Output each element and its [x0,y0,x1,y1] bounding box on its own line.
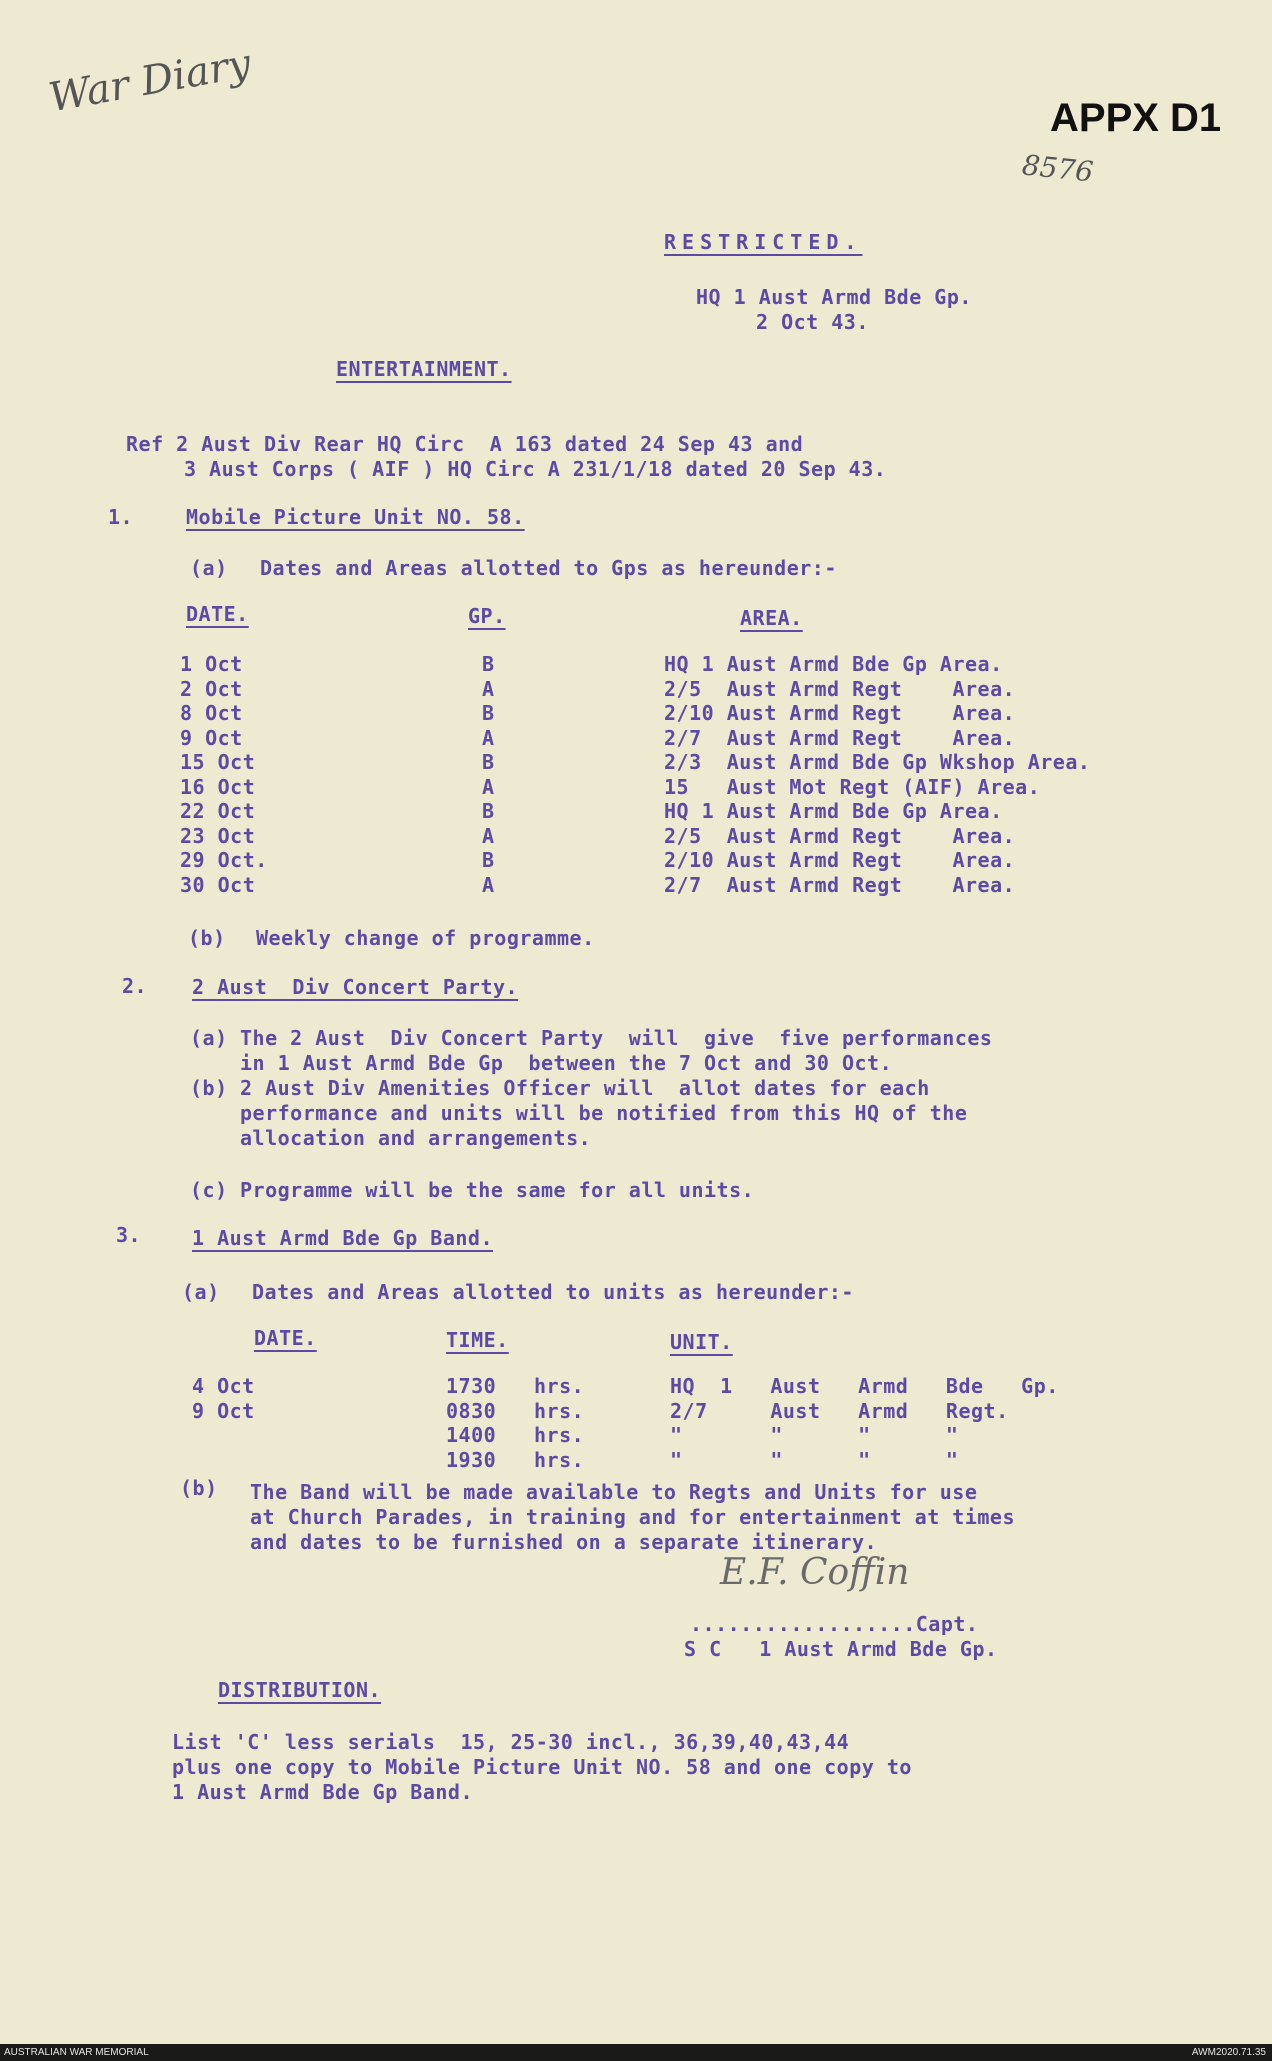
distribution-line-1: List 'C' less serials 15, 25-30 incl., 36,39,40,43,44 [172,1730,850,1754]
header-hq: HQ 1 Aust Armd Bde Gp. [696,285,972,309]
table1-cell-date: 1 Oct [180,652,243,676]
table1-cell-gp: B [482,848,495,872]
table2-cell-time: 1930 [446,1447,497,1472]
section-2b-line-2: performance and units will be notified from this HQ of the [240,1101,968,1125]
distribution-title: DISTRIBUTION. [218,1678,382,1702]
table1-cell-date: 22 Oct [180,799,256,823]
table1-cell-gp: B [482,701,495,725]
section-1a-text: Dates and Areas allotted to Gps as hereunder:- [260,556,837,580]
table1-header-gp: GP. [468,604,506,628]
section-2b-line-3: allocation and arrangements. [240,1126,592,1150]
table1-cell-gp: A [482,725,495,750]
section-1b-label: (b) [188,926,226,950]
table1-cell-gp: B [482,652,495,676]
signature-dots-rank: ..................Capt. [690,1612,979,1636]
table1-cell-area: 2/10 Aust Armd Regt Area. [664,701,1016,725]
table2-cell-date: 9 Oct [192,1398,255,1423]
table2-cell-unit: 2/7 Aust Armd Regt. [670,1398,1009,1423]
table1-cell-area: 15 Aust Mot Regt (AIF) Area. [664,774,1041,799]
table1-cell-date: 9 Oct [180,725,243,750]
table1-cell-date: 15 Oct [180,750,256,774]
table2-cell-hrs: hrs. [534,1398,585,1423]
distribution-line-2: plus one copy to Mobile Picture Unit NO. 58 and one copy to [172,1755,912,1779]
section-3b-line-3: and dates to be furnished on a separate itinerary. [250,1530,878,1554]
section-2b-label: (b) [190,1076,228,1100]
table1-cell-date: 8 Oct [180,701,243,725]
section-1-title: Mobile Picture Unit NO. 58. [186,505,525,529]
distribution-line-3: 1 Aust Armd Bde Gp Band. [172,1780,473,1804]
table1-cell-area: HQ 1 Aust Armd Bde Gp Area. [664,799,1003,823]
section-3b-line-2: at Church Parades, in training and for entertainment at times [250,1505,1016,1529]
table2-header-date: DATE. [254,1326,317,1350]
section-2a-line-1: The 2 Aust Div Concert Party will give five performances [240,1026,993,1050]
table1-cell-area: 2/7 Aust Armd Regt Area. [664,872,1016,897]
reference-line-1: Ref 2 Aust Div Rear HQ Circ A 163 dated 24 Sep 43 and [126,432,804,456]
table1-header-area: AREA. [740,606,803,630]
classification-marking: RESTRICTED. [664,230,863,254]
table1-cell-gp: A [482,872,495,897]
table1-cell-date: 23 Oct [180,823,256,848]
section-2a-line-2: in 1 Aust Armd Bde Gp between the 7 Oct and 30 Oct. [240,1051,893,1075]
section-3b-line-1: The Band will be made available to Regts and Units for use [250,1480,978,1504]
section-3a-label: (a) [182,1280,220,1304]
table1-header-date: DATE. [186,602,249,626]
footer-right: AWM2020.71.35 [1191,2047,1266,2058]
table2-header-unit: UNIT. [670,1330,733,1354]
section-1b-text: Weekly change of programme. [256,926,595,950]
table2-cell-hrs: hrs. [534,1423,585,1447]
table1-cell-date: 2 Oct [180,676,243,701]
table2-cell-date: 4 Oct [192,1374,255,1398]
section-3a-text: Dates and Areas allotted to units as hereunder:- [252,1280,854,1304]
table1-cell-gp: B [482,799,495,823]
table1-cell-date: 16 Oct [180,774,256,799]
table2-cell-time: 1400 [446,1423,497,1447]
appx-annotation: APPX D1 [1050,96,1222,140]
section-3-title: 1 Aust Armd Bde Gp Band. [192,1226,493,1250]
table1-cell-area: 2/5 Aust Armd Regt Area. [664,823,1016,848]
section-3b-label: (b) [180,1476,218,1500]
section-3-number: 3. [116,1223,142,1247]
table1-cell-area: 2/10 Aust Armd Regt Area. [664,848,1016,872]
handwritten-signature: E.F. Coffin [720,1552,910,1593]
table2-cell-unit: " " " " [670,1423,959,1447]
table2-header-time: TIME. [446,1328,509,1352]
table2-cell-hrs: hrs. [534,1374,585,1398]
section-2-number: 2. [122,974,148,998]
table1-cell-gp: A [482,676,495,701]
table1-cell-date: 29 Oct. [180,848,268,872]
reference-line-2: 3 Aust Corps ( AIF ) HQ Circ A 231/1/18 dated 20 Sep 43. [184,457,887,481]
table1-cell-date: 30 Oct [180,872,256,897]
table1-cell-gp: A [482,823,495,848]
table2-cell-unit: " " " " [670,1447,959,1472]
table2-cell-time: 1730 [446,1374,497,1398]
table2-cell-hrs: hrs. [534,1447,585,1472]
footer-left: AUSTRALIAN WAR MEMORIAL [4,2047,149,2058]
archive-footer [0,2044,1272,2061]
section-2-title: 2 Aust Div Concert Party. [192,975,519,999]
header-date: 2 Oct 43. [756,310,869,334]
table1-cell-area: 2/3 Aust Armd Bde Gp Wkshop Area. [664,750,1091,774]
table1-cell-gp: A [482,774,495,799]
section-2c-text: Programme will be the same for all units. [240,1178,755,1202]
section-2c-label: (c) [190,1178,228,1202]
table1-cell-area: HQ 1 Aust Armd Bde Gp Area. [664,652,1003,676]
war-diary-annotation: War Diary [45,40,255,122]
section-1a-label: (a) [190,556,228,580]
table1-cell-area: 2/5 Aust Armd Regt Area. [664,676,1016,701]
signature-role: S C 1 Aust Armd Bde Gp. [684,1637,998,1661]
archive-number: 8576 [1020,148,1095,189]
table2-cell-unit: HQ 1 Aust Armd Bde Gp. [670,1374,1059,1398]
section-2a-label: (a) [190,1026,228,1050]
table1-cell-gp: B [482,750,495,774]
section-1-number: 1. [108,505,134,529]
section-2b-line-1: 2 Aust Div Amenities Officer will allot dates for each [240,1076,930,1100]
table1-cell-area: 2/7 Aust Armd Regt Area. [664,725,1016,750]
table2-cell-time: 0830 [446,1398,497,1423]
page-title: ENTERTAINMENT. [336,357,512,381]
